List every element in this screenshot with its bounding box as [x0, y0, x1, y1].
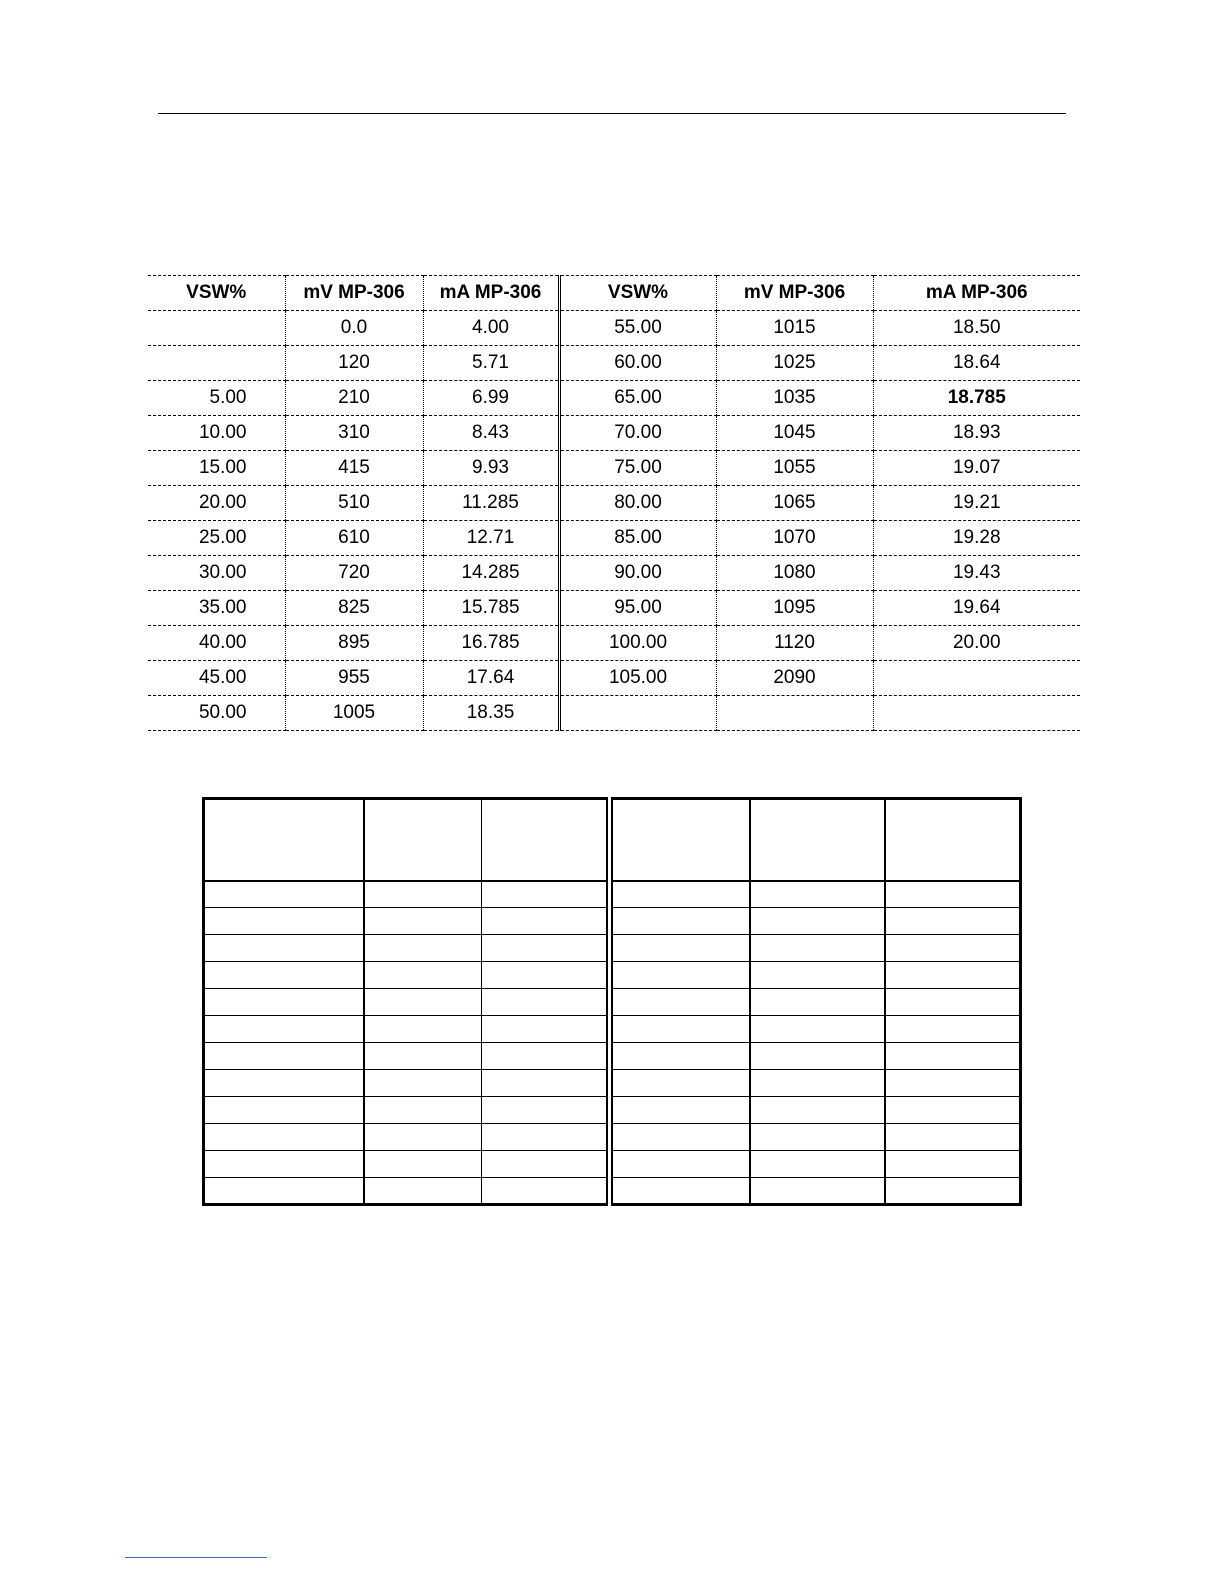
- blank-cell: [482, 1178, 610, 1205]
- blank-header-row: [204, 799, 1021, 881]
- table-row: [148, 521, 1080, 556]
- blank-row: [204, 1097, 1021, 1124]
- blank-cell: [885, 935, 1021, 962]
- cell-vsw-2: 105.00: [559, 661, 716, 696]
- cell-vsw-1: 45.00: [148, 661, 285, 696]
- blank-cell: [364, 962, 482, 989]
- cell-vsw-1: 10.00: [148, 416, 285, 451]
- blank-cell: [885, 1124, 1021, 1151]
- blank-cell: [885, 799, 1021, 881]
- blank-cell: [885, 881, 1021, 908]
- cell-vsw-2: [559, 696, 716, 731]
- blank-row: [204, 935, 1021, 962]
- blank-cell: [364, 799, 482, 881]
- cell-ma-1: 8.43: [423, 416, 559, 451]
- cell-vsw-1: 20.00: [148, 486, 285, 521]
- cell-ma-1: 12.71: [423, 521, 559, 556]
- blank-cell: [204, 908, 364, 935]
- blank-row: [204, 881, 1021, 908]
- blank-cell: [364, 908, 482, 935]
- blank-cell: [750, 1070, 885, 1097]
- cell-vsw-2: 95.00: [559, 591, 716, 626]
- cell-mv-2: 1120: [716, 626, 873, 661]
- cell-mv-2: 2090: [716, 661, 873, 696]
- cell-vsw-2: 70.00: [559, 416, 716, 451]
- blank-cell: [364, 1016, 482, 1043]
- blank-cell: [364, 1124, 482, 1151]
- cell-ma-1: 4.00: [423, 311, 559, 346]
- cell-ma-1: 5.71: [423, 346, 559, 381]
- table-row: [148, 591, 1080, 626]
- cell-ma-2: 18.785: [873, 381, 1080, 416]
- cell-mv-1: 825: [285, 591, 423, 626]
- blank-row: [204, 1016, 1021, 1043]
- cell-vsw-1: 35.00: [148, 591, 285, 626]
- table-row: [148, 661, 1080, 696]
- blank-cell: [482, 908, 610, 935]
- cell-mv-2: 1015: [716, 311, 873, 346]
- blank-cell: [610, 1124, 750, 1151]
- blank-cell: [750, 799, 885, 881]
- blank-cell: [482, 935, 610, 962]
- calibration-header-row: [148, 276, 1080, 311]
- header-vsw-1: VSW%: [148, 276, 285, 311]
- blank-row: [204, 908, 1021, 935]
- cell-vsw-1: [148, 346, 285, 381]
- header-rule: [158, 113, 1066, 114]
- cell-ma-2: 19.28: [873, 521, 1080, 556]
- blank-cell: [610, 1097, 750, 1124]
- blank-row: [204, 1178, 1021, 1205]
- blank-row: [204, 962, 1021, 989]
- blank-cell: [204, 1178, 364, 1205]
- blank-cell: [885, 908, 1021, 935]
- blank-cell: [204, 935, 364, 962]
- cell-vsw-1: 40.00: [148, 626, 285, 661]
- blank-cell: [610, 989, 750, 1016]
- blank-cell: [364, 989, 482, 1016]
- blank-cell: [364, 1178, 482, 1205]
- cell-vsw-2: 90.00: [559, 556, 716, 591]
- cell-ma-2: 19.43: [873, 556, 1080, 591]
- blank-cell: [204, 1151, 364, 1178]
- table-row: [148, 556, 1080, 591]
- blank-cell: [364, 1043, 482, 1070]
- header-ma-2: mA MP-306: [873, 276, 1080, 311]
- blank-cell: [204, 1043, 364, 1070]
- cell-mv-1: 510: [285, 486, 423, 521]
- cell-ma-1: 9.93: [423, 451, 559, 486]
- cell-vsw-1: 50.00: [148, 696, 285, 731]
- footnote-rule: [125, 1557, 267, 1558]
- blank-cell: [610, 1043, 750, 1070]
- cell-mv-2: 1070: [716, 521, 873, 556]
- cell-mv-1: 120: [285, 346, 423, 381]
- cell-ma-2: 18.93: [873, 416, 1080, 451]
- cell-mv-1: 955: [285, 661, 423, 696]
- header-vsw-2: VSW%: [559, 276, 716, 311]
- blank-cell: [750, 962, 885, 989]
- cell-vsw-1: 15.00: [148, 451, 285, 486]
- blank-cell: [750, 935, 885, 962]
- blank-cell: [610, 1151, 750, 1178]
- cell-ma-1: 17.64: [423, 661, 559, 696]
- cell-vsw-2: 65.00: [559, 381, 716, 416]
- cell-ma-2: 19.64: [873, 591, 1080, 626]
- blank-cell: [482, 1070, 610, 1097]
- blank-row: [204, 1124, 1021, 1151]
- cell-vsw-2: 100.00: [559, 626, 716, 661]
- blank-cell: [482, 799, 610, 881]
- cell-ma-1: 15.785: [423, 591, 559, 626]
- cell-vsw-1: 25.00: [148, 521, 285, 556]
- cell-ma-2: 19.21: [873, 486, 1080, 521]
- header-mv-2: mV MP-306: [716, 276, 873, 311]
- blank-cell: [885, 1070, 1021, 1097]
- blank-cell: [482, 1151, 610, 1178]
- cell-mv-1: 0.0: [285, 311, 423, 346]
- blank-cell: [204, 962, 364, 989]
- cell-vsw-1: 30.00: [148, 556, 285, 591]
- blank-cell: [482, 989, 610, 1016]
- blank-cell: [364, 1151, 482, 1178]
- cell-vsw-2: 85.00: [559, 521, 716, 556]
- cell-mv-1: 1005: [285, 696, 423, 731]
- cell-mv-1: 415: [285, 451, 423, 486]
- blank-cell: [204, 1124, 364, 1151]
- blank-cell: [482, 1097, 610, 1124]
- cell-mv-2: 1095: [716, 591, 873, 626]
- cell-ma-1: 11.285: [423, 486, 559, 521]
- blank-cell: [885, 1016, 1021, 1043]
- blank-row: [204, 1070, 1021, 1097]
- cell-vsw-1: 5.00: [148, 381, 285, 416]
- table-row: [148, 486, 1080, 521]
- blank-cell: [750, 1124, 885, 1151]
- cell-mv-1: 720: [285, 556, 423, 591]
- table-row: [148, 451, 1080, 486]
- blank-cell: [204, 1070, 364, 1097]
- table-row: [148, 416, 1080, 451]
- calibration-table: [148, 275, 1080, 731]
- blank-cell: [204, 881, 364, 908]
- blank-cell: [204, 989, 364, 1016]
- cell-ma-2: [873, 661, 1080, 696]
- blank-cell: [885, 1043, 1021, 1070]
- blank-cell: [750, 908, 885, 935]
- cell-mv-1: 210: [285, 381, 423, 416]
- blank-cell: [885, 1097, 1021, 1124]
- cell-ma-1: 14.285: [423, 556, 559, 591]
- cell-ma-2: 19.07: [873, 451, 1080, 486]
- cell-mv-2: 1055: [716, 451, 873, 486]
- blank-row: [204, 1043, 1021, 1070]
- cell-mv-2: 1065: [716, 486, 873, 521]
- header-ma-1: mA MP-306: [423, 276, 559, 311]
- blank-cell: [885, 1178, 1021, 1205]
- cell-mv-2: 1025: [716, 346, 873, 381]
- blank-cell: [482, 1043, 610, 1070]
- blank-row: [204, 1151, 1021, 1178]
- blank-table: [202, 797, 1022, 1206]
- blank-cell: [204, 1097, 364, 1124]
- blank-cell: [610, 1016, 750, 1043]
- table-row: [148, 626, 1080, 661]
- blank-cell: [750, 989, 885, 1016]
- blank-cell: [610, 1178, 750, 1205]
- blank-cell: [750, 1151, 885, 1178]
- blank-cell: [364, 1097, 482, 1124]
- cell-vsw-1: [148, 311, 285, 346]
- blank-cell: [482, 881, 610, 908]
- blank-cell: [482, 1016, 610, 1043]
- blank-cell: [750, 1016, 885, 1043]
- blank-cell: [364, 935, 482, 962]
- blank-cell: [750, 1097, 885, 1124]
- cell-vsw-2: 80.00: [559, 486, 716, 521]
- cell-mv-2: 1035: [716, 381, 873, 416]
- blank-cell: [750, 881, 885, 908]
- blank-cell: [610, 935, 750, 962]
- cell-mv-2: [716, 696, 873, 731]
- blank-cell: [610, 908, 750, 935]
- cell-vsw-2: 55.00: [559, 311, 716, 346]
- cell-mv-2: 1045: [716, 416, 873, 451]
- header-mv-1: mV MP-306: [285, 276, 423, 311]
- table-row: [148, 381, 1080, 416]
- cell-ma-2: 20.00: [873, 626, 1080, 661]
- table-row: [148, 311, 1080, 346]
- cell-ma-1: 16.785: [423, 626, 559, 661]
- blank-cell: [482, 962, 610, 989]
- cell-ma-1: 6.99: [423, 381, 559, 416]
- blank-cell: [750, 1043, 885, 1070]
- blank-cell: [610, 1070, 750, 1097]
- blank-cell: [885, 962, 1021, 989]
- cell-mv-1: 895: [285, 626, 423, 661]
- blank-cell: [750, 1178, 885, 1205]
- blank-cell: [204, 1016, 364, 1043]
- cell-ma-1: 18.35: [423, 696, 559, 731]
- table-row: [148, 696, 1080, 731]
- blank-cell: [364, 1070, 482, 1097]
- blank-cell: [364, 881, 482, 908]
- blank-cell: [204, 799, 364, 881]
- cell-ma-2: 18.50: [873, 311, 1080, 346]
- blank-row: [204, 989, 1021, 1016]
- blank-cell: [482, 1124, 610, 1151]
- blank-cell: [885, 1151, 1021, 1178]
- blank-cell: [885, 989, 1021, 1016]
- table-row: [148, 346, 1080, 381]
- cell-vsw-2: 75.00: [559, 451, 716, 486]
- cell-ma-2: 18.64: [873, 346, 1080, 381]
- cell-mv-1: 610: [285, 521, 423, 556]
- cell-vsw-2: 60.00: [559, 346, 716, 381]
- blank-cell: [610, 962, 750, 989]
- cell-mv-1: 310: [285, 416, 423, 451]
- blank-cell: [610, 799, 750, 881]
- blank-cell: [610, 881, 750, 908]
- cell-mv-2: 1080: [716, 556, 873, 591]
- cell-ma-2: [873, 696, 1080, 731]
